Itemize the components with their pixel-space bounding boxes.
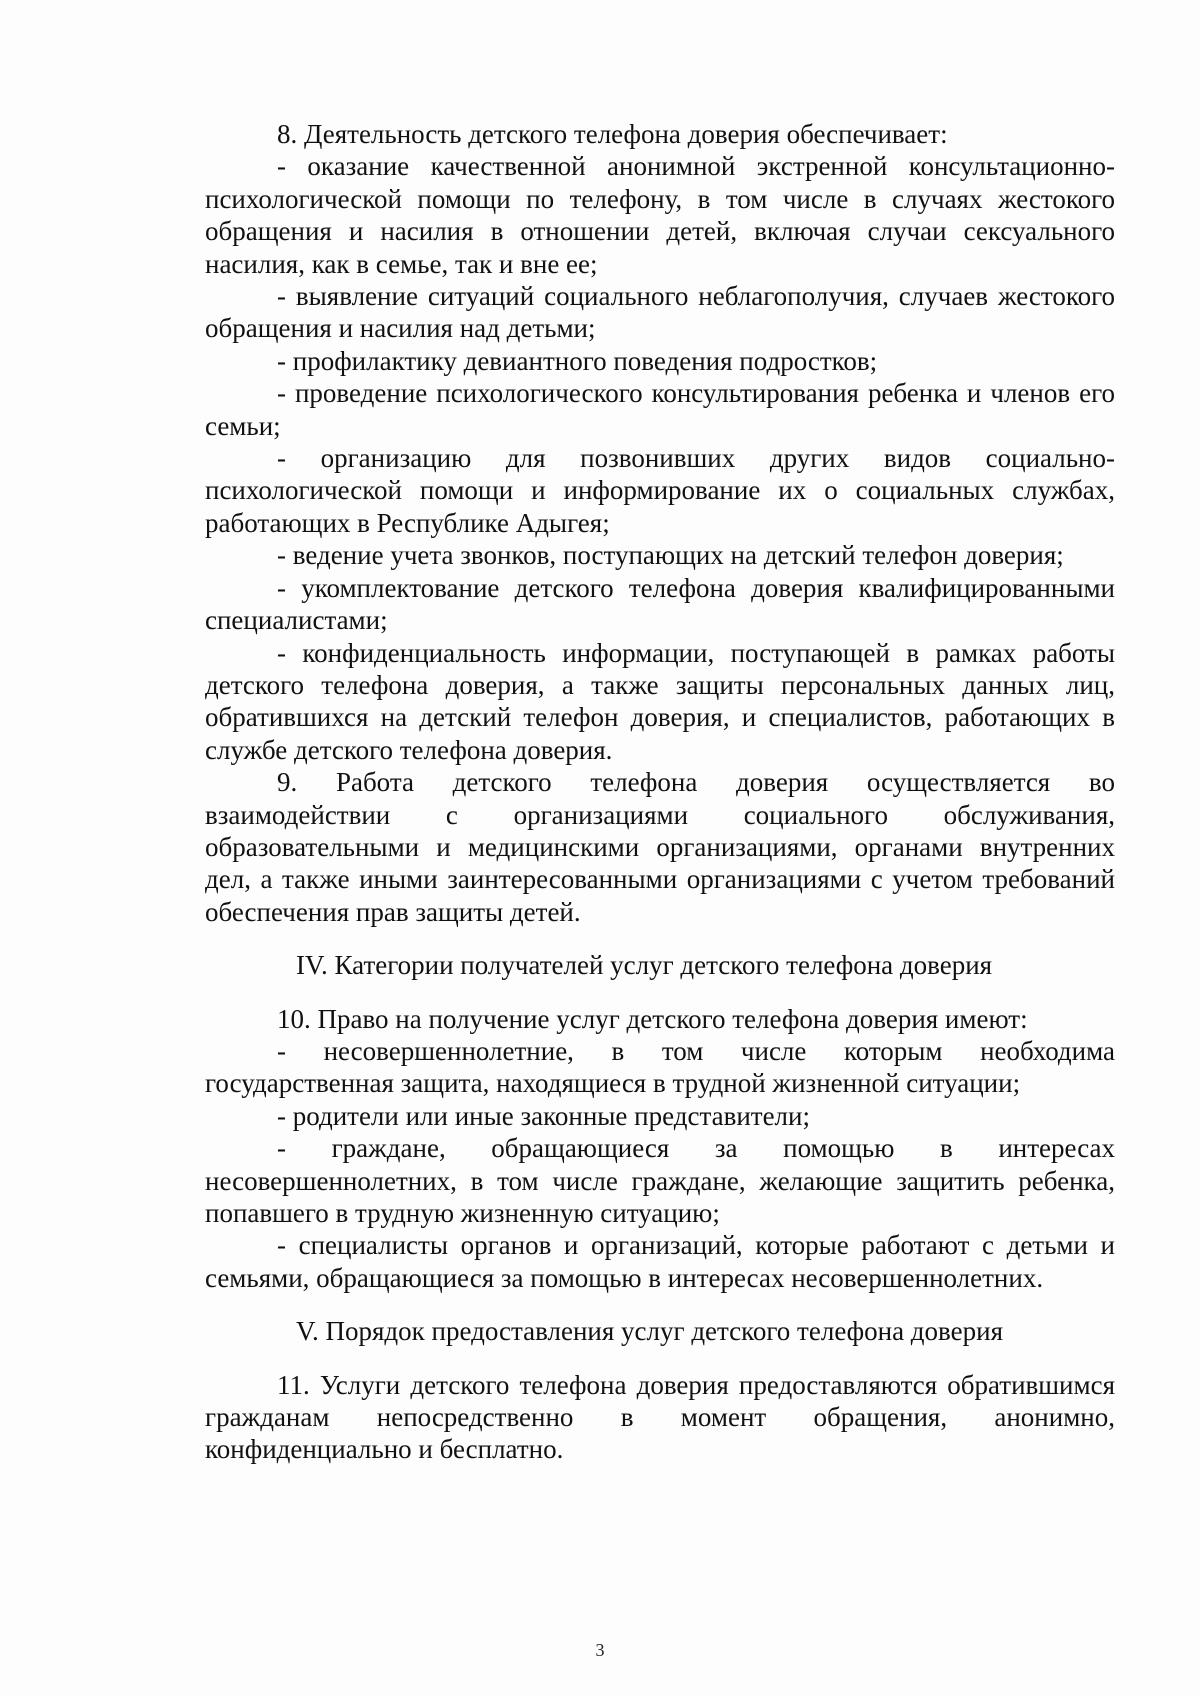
list-item-citizens: - граждане, обращающиеся за помощью в интересах несовершеннолетних, в том числе граждане, желающие защитить ребенка, попавшего в трудную жизненную ситуацию; <box>205 1133 1115 1228</box>
list-item-consulting: - проведение психологического консультирования ребенка и членов его семьи; <box>205 378 1115 441</box>
list-item-organization: - организацию для позвонивших других видов социально-психологической помощи и информирование их о социальных службах, работающих в Республике Адыгея; <box>205 443 1115 538</box>
list-item-specialists: - специалисты органов и организаций, которые работают с детьми и семьями, обращающиеся за помощью в интересах несовершеннолетних. <box>205 1230 1115 1293</box>
list-item-anonymous-help: - оказание качественной анонимной экстренной консультационно-психологической помощи по телефону, в том числе в случаях жестокого обращения и насилия в отношении детей, включая случаи сексуального насилия, как в семье, так и вне ее; <box>205 151 1115 279</box>
list-item-call-records: - ведение учета звонков, поступающих на детский телефон доверия; <box>277 540 1064 571</box>
paragraph-9: 9. Работа детского телефона доверия осуществляется во взаимодействии с организациями социального обслуживания, образовательными и медицинскими организациями, органами внутренних дел, а также иными заинтересованными организациями с учетом требований обеспечения прав защиты детей. <box>205 767 1115 927</box>
section-heading-iv: IV. Категории получателей услуг детского телефона доверия <box>296 950 993 981</box>
list-item-prevention: - профилактику девиантного поведения подростков; <box>277 345 878 376</box>
list-item-parents: - родители или иные законные представители; <box>277 1100 810 1131</box>
list-item-staffing: - укомплектование детского телефона доверия квалифицированными специалистами; <box>205 572 1115 636</box>
list-item-confidentiality: - конфиденциальность информации, поступающей в рамках работы детского телефона доверия, а также защиты персональных данных лиц, обратившихся на детский телефон доверия, и специалистов, работающих в службе детского телефона доверия. <box>205 637 1115 765</box>
paragraph-11: 11. Услуги детского телефона доверия предоставляются обратившимся гражданам непосредственно в момент обращения, анонимно, конфиденциально и бесплатно. <box>205 1369 1115 1465</box>
paragraph-10-intro: 10. Право на получение услуг детского телефона доверия имеют: <box>277 1003 1028 1034</box>
page-number: 3 <box>595 1640 605 1660</box>
list-item-detect-situations: - выявление ситуаций социального неблагополучия, случаев жестокого обращения и насилия над детьми; <box>205 281 1115 344</box>
list-item-minors: - несовершеннолетние, в том числе которым необходима государственная защита, находящиеся в трудной жизненной ситуации; <box>205 1035 1115 1099</box>
section-heading-v: V. Порядок предоставления услуг детского телефона доверия <box>296 1316 1003 1347</box>
document-body <box>205 118 1115 1466</box>
paragraph-8-intro: 8. Деятельность детского телефона доверия обеспечивает: <box>277 119 948 149</box>
